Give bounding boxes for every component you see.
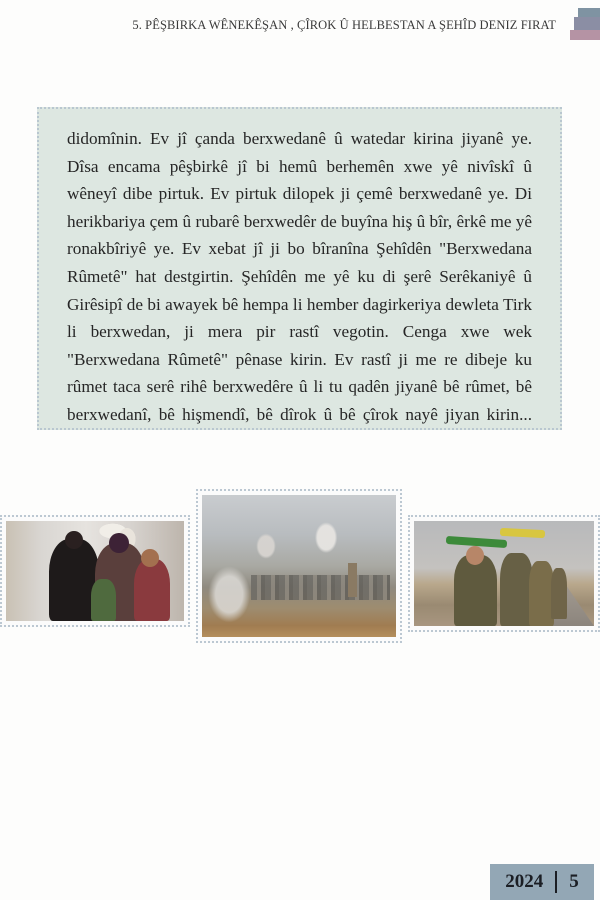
divider (555, 871, 557, 893)
year-label: 2024 (505, 871, 544, 892)
quote-text-box (37, 107, 562, 430)
figure-girl (134, 559, 170, 621)
yellow-flag (500, 528, 545, 539)
stacked-bars-icon (568, 8, 600, 40)
figure-head (65, 531, 83, 549)
figure-head (109, 533, 129, 553)
fighter (551, 568, 567, 618)
photo-refugees (6, 521, 184, 621)
figure-child (91, 579, 116, 621)
page-number: 5 (569, 871, 579, 892)
photo-frame-smoke (196, 489, 402, 643)
photo-smoke-over-town (202, 495, 396, 637)
town-buildings (251, 575, 391, 601)
running-header: 5. PÊŞBIRKA WÊNEKÊŞAN , ÇÎROK Û HELBESTAN A ŞEHÎD DENIZ FIRAT (132, 18, 556, 32)
fighter (454, 555, 497, 626)
photo-frame-refugees (0, 515, 190, 627)
stack-step-top (578, 8, 600, 17)
figure-head (141, 549, 159, 567)
town-tower (348, 563, 358, 597)
page-footer-badge (490, 864, 594, 900)
fighter (500, 553, 532, 627)
photo-fighters-with-flags (414, 521, 594, 626)
body-paragraph: didomînin. Ev jî çanda berxwedanê û watedar kirina jiyanê ye. Dîsa encama pêşbirkê jî bi hemû berhemên xwe yê nivîskî û wêneyî dibe pirtuk. Ev pirtuk dilopek ji çemê berxwedanê ye. Di herikbariya çem û rubarê berxwedêr de buyîna hiş û bîr, êrkê me yê ronakbîriyê ye. Ev xebat jî ji bo bîranîna Şehîdên "Berxwedana Rûmetê" hat destgirtin. Şehîdên me yê ku di şerê Serêkaniyê û Girêsipî de bi awayek bê hempa li hember dagirkeriya dewleta Tirk li berxwedan, ji mera pir rastî vegotin. Cenga xwe wek "Berxwedana Rûmetê" pênase kirin. Ev rastî ji me re dibeje ku rûmet taca serê rihê berxwedêre û li tu qadên jiyanê bê rûmet, bê berxwedanî, bê hişmendî, bê dîrok û bê çîrok nayê jiyan kirin... (67, 129, 532, 424)
photo-frame-fighters (408, 515, 600, 632)
stack-step-middle (574, 17, 600, 30)
stack-step-bottom (570, 30, 600, 40)
